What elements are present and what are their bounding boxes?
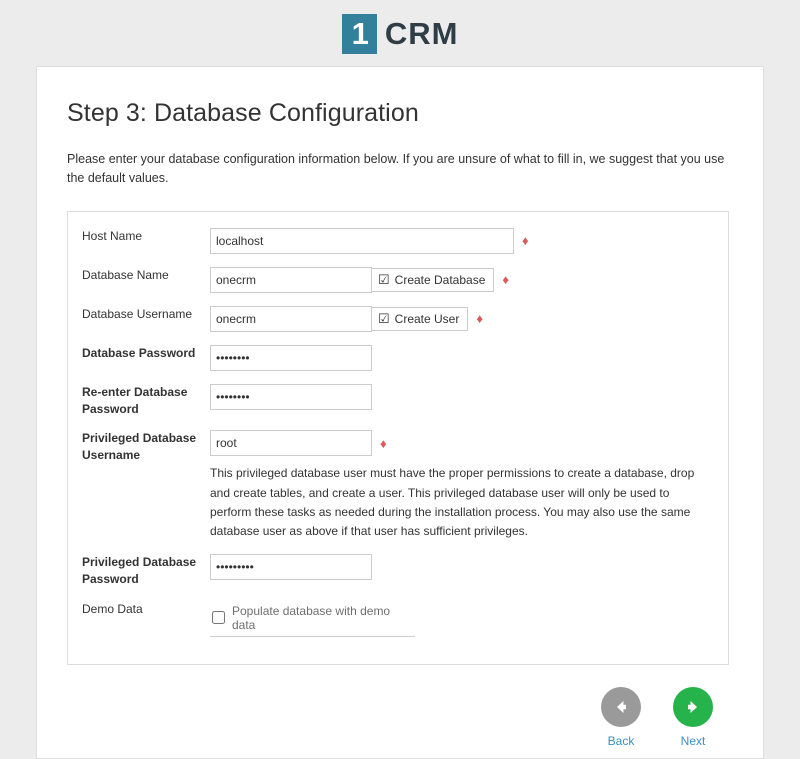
privileged-username-help: This privileged database user must have the proper permissions to create a database, drop and create tables, and create a user. This privileged database user will only be used to perform these tasks as needed during the installation process. You may also use the same database user as above if that user has sufficient privileges. — [210, 466, 695, 538]
database-config-form — [82, 228, 714, 650]
required-marker-icon: ♦ — [380, 435, 387, 451]
intro-text: Please enter your database configuration information below. If you are unsure of what to fill in, we suggest that you use the default values. — [67, 152, 725, 186]
logo-one-text: 1 — [342, 14, 377, 54]
wizard-navigation — [53, 687, 717, 748]
demo-data-field[interactable] — [210, 604, 415, 637]
back-button-label: Back — [607, 733, 635, 748]
privileged-password-label: Privileged Database Password — [82, 555, 197, 586]
database-name-label: Database Name — [82, 267, 169, 282]
demo-data-label: Demo Data — [82, 601, 143, 616]
required-marker-icon: ♦ — [522, 233, 529, 249]
back-arrow-icon — [601, 687, 641, 727]
required-marker-icon: ♦ — [476, 311, 483, 327]
database-config-panel — [67, 211, 729, 665]
table-row — [82, 384, 714, 431]
reenter-database-password-label: Re-enter Database Password — [82, 384, 188, 416]
table-row — [82, 430, 714, 554]
table-row — [82, 267, 714, 306]
privileged-username-label: Privileged Database Username — [82, 431, 197, 463]
host-name-label: Host Name — [82, 228, 143, 243]
logo-crm-text: CRM — [384, 16, 459, 51]
database-password-input[interactable] — [210, 345, 372, 371]
demo-data-checkbox[interactable] — [212, 611, 225, 624]
create-user-checkbox[interactable] — [372, 307, 468, 331]
create-user-label: Create User — [394, 311, 460, 326]
table-row — [82, 345, 714, 384]
next-arrow-icon — [673, 687, 713, 727]
table-row — [82, 554, 714, 601]
app-logo — [0, 0, 800, 66]
table-row — [82, 306, 714, 345]
demo-data-checkbox-label: Populate database with demo data — [232, 603, 391, 632]
next-button[interactable] — [669, 687, 717, 748]
privileged-password-input[interactable] — [210, 554, 372, 580]
create-database-checkbox[interactable] — [372, 268, 494, 292]
required-marker-icon: ♦ — [502, 272, 510, 288]
host-name-input[interactable] — [210, 228, 514, 254]
reenter-database-password-input[interactable] — [210, 384, 372, 410]
checkbox-checked-icon: ☑ — [378, 311, 390, 327]
next-button-label: Next — [680, 733, 706, 748]
database-username-label: Database Username — [82, 306, 193, 321]
database-name-input[interactable] — [210, 267, 372, 293]
installer-card — [36, 66, 764, 759]
create-database-label: Create Database — [394, 272, 486, 287]
checkbox-checked-icon: ☑ — [378, 272, 390, 288]
page-title: Step 3: Database Configuration — [67, 99, 419, 127]
database-password-label: Database Password — [82, 345, 196, 360]
privileged-username-input[interactable] — [210, 430, 372, 456]
back-button[interactable] — [597, 687, 645, 748]
database-username-input[interactable] — [210, 306, 372, 332]
table-row — [82, 601, 714, 650]
table-row — [82, 228, 714, 267]
